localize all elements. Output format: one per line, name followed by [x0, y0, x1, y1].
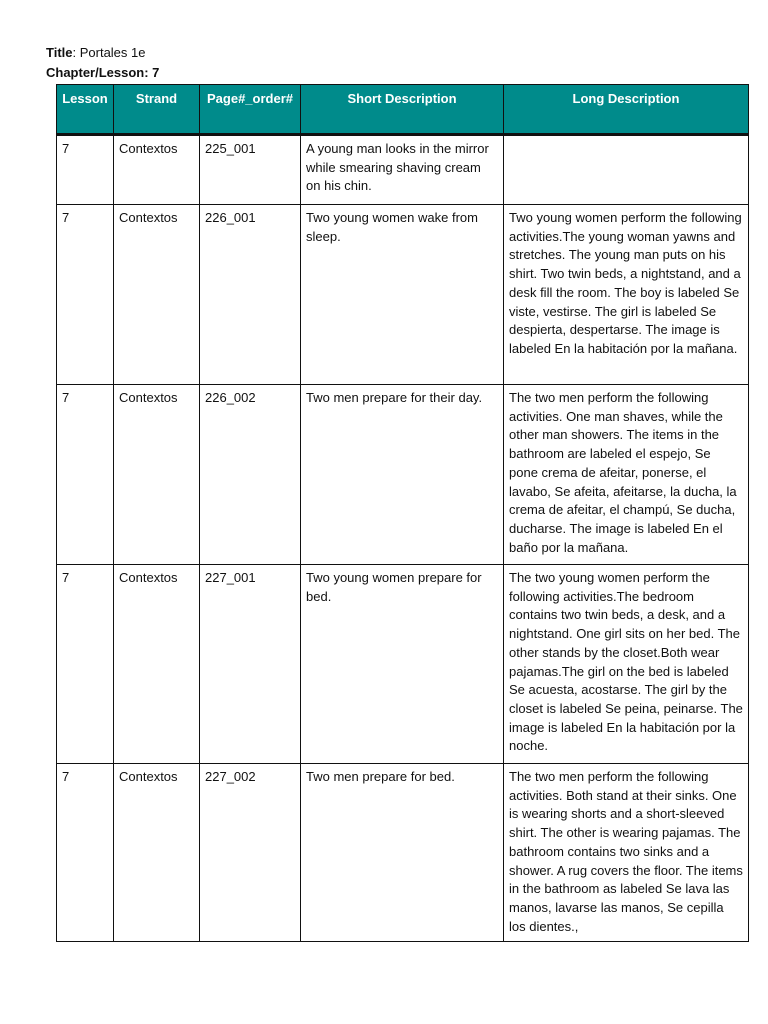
cell-lesson: 7 — [57, 764, 114, 942]
cell-long-description — [504, 135, 749, 205]
cell-lesson: 7 — [57, 565, 114, 764]
description-table — [56, 84, 749, 942]
cell-strand: Contextos — [114, 764, 200, 942]
cell-page-order: 225_001 — [200, 135, 301, 205]
cell-page-order: 226_001 — [200, 205, 301, 385]
cell-strand: Contextos — [114, 205, 200, 385]
cell-short-description: Two men prepare for their day. — [301, 385, 504, 565]
table-header-row — [57, 85, 749, 135]
cell-long-description: Two young women perform the following activities.The young woman yawns and stretches. The young man puts on his shirt. Two twin beds, a nightstand, and a desk fill the room. The boy is labeled Se viste, vestirse. The girl is labeled Se despierta, despertarse. The image is labeled En la habitación por la mañana. — [504, 205, 749, 385]
header-strand: Strand — [114, 85, 200, 135]
cell-strand: Contextos — [114, 385, 200, 565]
cell-short-description: Two young women prepare for bed. — [301, 565, 504, 764]
header-lesson: Lesson — [57, 85, 114, 135]
chapter-label: Chapter/Lesson: 7 — [46, 65, 160, 80]
table-row — [57, 764, 749, 942]
cell-short-description: Two young women wake from sleep. — [301, 205, 504, 385]
cell-long-description: The two men perform the following activities. One man shaves, while the other man showers. The items in the bathroom are labeled el espejo, Se pone crema de afeitar, ponerse, el lavabo, Se afeita, afeitarse, la ducha, la crema de afeitar, el champú, Se ducha, ducharse. The image is labeled En el baño por la mañana. — [504, 385, 749, 565]
cell-page-order: 227_001 — [200, 565, 301, 764]
cell-strand: Contextos — [114, 135, 200, 205]
document-title-line — [46, 44, 146, 62]
cell-long-description: The two men perform the following activities. Both stand at their sinks. One is wearing shorts and a short-sleeved shirt. The other is wearing pajamas. The bathroom contains two sinks and a shower. A rug covers the floor. The items in the bathroom as labeled Se lava las manos, lavarse las manos, Se cepilla los dientes., — [504, 764, 749, 942]
chapter-lesson-line — [46, 64, 159, 82]
cell-short-description: Two men prepare for bed. — [301, 764, 504, 942]
cell-lesson: 7 — [57, 385, 114, 565]
cell-short-description: A young man looks in the mirror while smearing shaving cream on his chin. — [301, 135, 504, 205]
cell-page-order: 226_002 — [200, 385, 301, 565]
table-row — [57, 135, 749, 205]
cell-page-order: 227_002 — [200, 764, 301, 942]
cell-long-description: The two young women perform the following activities.The bedroom contains two twin beds, a desk, and a nightstand. One girl sits on her bed. The other stands by the closet.Both wear pajamas.The girl on the bed is labeled Se acuesta, acostarse. The girl by the closet is labeled Se peina, peinarse. The image is labeled En la habitación por la noche. — [504, 565, 749, 764]
cell-lesson: 7 — [57, 135, 114, 205]
cell-strand: Contextos — [114, 565, 200, 764]
header-long-description: Long Description — [504, 85, 749, 135]
table-row — [57, 205, 749, 385]
title-label: Title — [46, 45, 73, 60]
table-row — [57, 385, 749, 565]
header-page-order: Page#_order# — [200, 85, 301, 135]
table-row — [57, 565, 749, 764]
header-short-description: Short Description — [301, 85, 504, 135]
title-value: : Portales 1e — [72, 45, 146, 60]
cell-lesson: 7 — [57, 205, 114, 385]
